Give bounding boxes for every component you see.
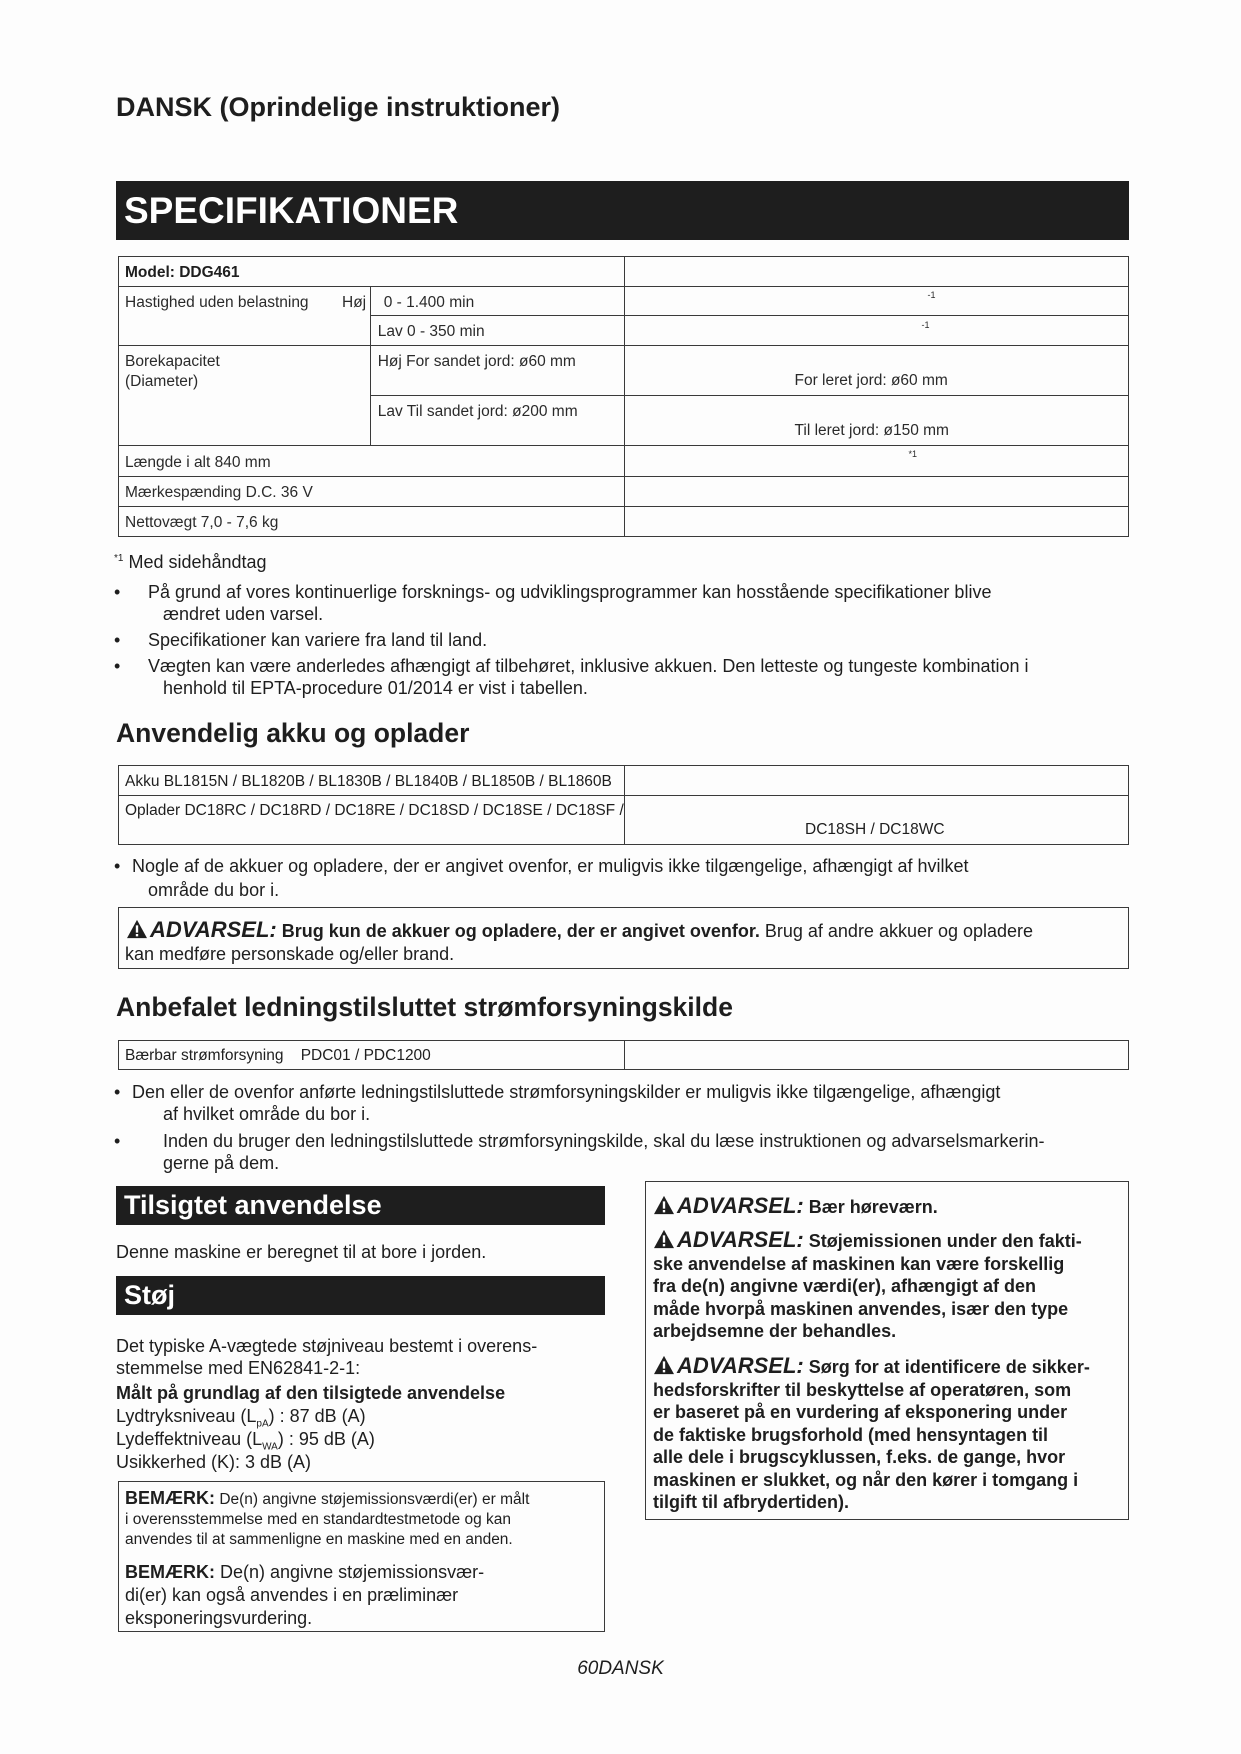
spec-cap-high-sand: Høj For sandet jord: ø60 mm (377, 353, 576, 370)
warning-triangle-icon (653, 1355, 675, 1375)
noise-intro-2: stemmelse med EN62841-2-1: (116, 1358, 361, 1378)
spec-cap-low-clay: Til leret jord: ø150 mm (794, 422, 949, 439)
spec-model-cell (119, 257, 625, 287)
spec-cap-low-sand: Lav Til sandet jord: ø200 mm (377, 403, 578, 420)
battery-heading: Anvendelig akku og oplader (116, 718, 470, 748)
warning-triangle-icon (126, 919, 148, 939)
intended-use-heading: Tilsigtet anvendelse (116, 1186, 605, 1225)
warning-word: ADVARSEL: (150, 917, 277, 942)
spec-minus-one-2: -1 (921, 320, 930, 330)
warning-rest: Brug af andre akkuer og opladere (764, 921, 1034, 941)
intended-use-text: Denne maskine er beregnet til at bore i jorden. (116, 1242, 487, 1262)
spec-weight: Nettovægt 7,0 - 7,6 kg (125, 514, 279, 531)
spec-star-one: *1 (908, 449, 917, 459)
spec-speed-high-value: 0 - 1.400 min (383, 294, 475, 311)
noise-intro-1: Det typiske A-vægtede støjniveau bestemt i overens- (116, 1336, 538, 1356)
warning-triangle-icon (653, 1229, 675, 1249)
spec-speed-label: Hastighed uden belastning (125, 294, 309, 311)
spec-cap-high-clay: For leret jord: ø60 mm (794, 372, 948, 389)
spec-minus-one: -1 (927, 290, 936, 300)
battery-charger-row-2: DC18SH / DC18WC (805, 821, 945, 838)
spec-capacity-label-1: Borekapacitet (125, 353, 220, 370)
noise-notes-box (118, 1481, 605, 1632)
noise-lpa: Lydtryksniveau $(L_{pA})$ : 87 dB (A) (116, 1406, 366, 1430)
spec-speed-high: Høj (342, 294, 367, 311)
warning-line2: kan medføre personskade og/eller brand. (125, 944, 455, 964)
spec-speed-low-value: Lav 0 - 350 min (377, 323, 485, 340)
spec-voltage: Mærkespænding D.C. 36 V (125, 484, 313, 501)
noise-lwa: Lydeffektniveau $(L_{WA})$ : 95 dB (A) (116, 1429, 375, 1453)
spec-table (118, 256, 1129, 537)
note-1: BEMÆRK: De(n) angivne støjemissionsværdi(er) er målt i overensstemmelse med en standardtestmetode og kan anvendes til at sammenligne en maskine med en anden. (125, 1488, 530, 1548)
power-heading: Anbefalet ledningstilsluttet strømforsyningskilde (116, 992, 733, 1022)
power-table (118, 1040, 1129, 1070)
power-row: Bærbar strømforsyning PDC01 / PDC1200 (125, 1047, 431, 1064)
warning-2: ADVARSEL: Støjemissionen under den fakti- ske anvendelse af maskinen kan være forskellig fra de(n) angivne værdi(er), afhængigt af den måde hvorpå maskinen anvendes, især den type arbejdsemne der behandles. (653, 1227, 1082, 1341)
warning-triangle-icon (653, 1195, 675, 1215)
spec-capacity-label-2: (Diameter) (125, 373, 199, 390)
spec-model: Model: DDG461 (125, 264, 240, 281)
battery-akku-row: Akku BL1815N / BL1820B / BL1830B / BL1840B / BL1850B / BL1860B (125, 773, 612, 790)
spec-section-title: SPECIFIKATIONER (116, 181, 1129, 240)
footnote: $^{*1}$ Med sidehåndtag (114, 552, 267, 572)
battery-table (118, 765, 1129, 845)
warning-3: ADVARSEL: Sørg for at identificere de sikker- hedsforskrifter til beskyttelse af operatøren, som er baseret på en vurdering af eksponering under de faktiske brugsforhold (med hensyntagen til alle dele i brugscyklussen, f.eks. de gange, hvor maskinen er slukket, og når den kører i tomgang i tilgift til afbrydertiden). (653, 1353, 1090, 1512)
battery-warning-box (118, 907, 1129, 969)
noise-measured: Målt på grundlag af den tilsigtede anvendelse (116, 1383, 506, 1403)
language-title: DANSK (Oprindelige instruktioner) (116, 92, 561, 122)
note-2: BEMÆRK: De(n) angivne støjemissionsvær- di(er) kan også anvendes i en præliminær eksponeringsvurdering. (125, 1562, 485, 1628)
page-footer: 60DANSK (577, 1658, 664, 1679)
warning-1: ADVARSEL: Bær høreværn. (653, 1193, 938, 1219)
noise-heading: Støj (116, 1276, 605, 1315)
battery-charger-row: Oplader DC18RC / DC18RD / DC18RE / DC18SD / DC18SE / DC18SF / (125, 802, 624, 819)
noise-uncertainty: Usikkerhed (K): 3 dB (A) (116, 1452, 312, 1472)
warning-bold: Brug kun de akkuer og opladere, der er angivet ovenfor. (281, 921, 760, 941)
noise-warnings-box (645, 1181, 1129, 1520)
spec-length: Længde i alt 840 mm (125, 454, 271, 471)
